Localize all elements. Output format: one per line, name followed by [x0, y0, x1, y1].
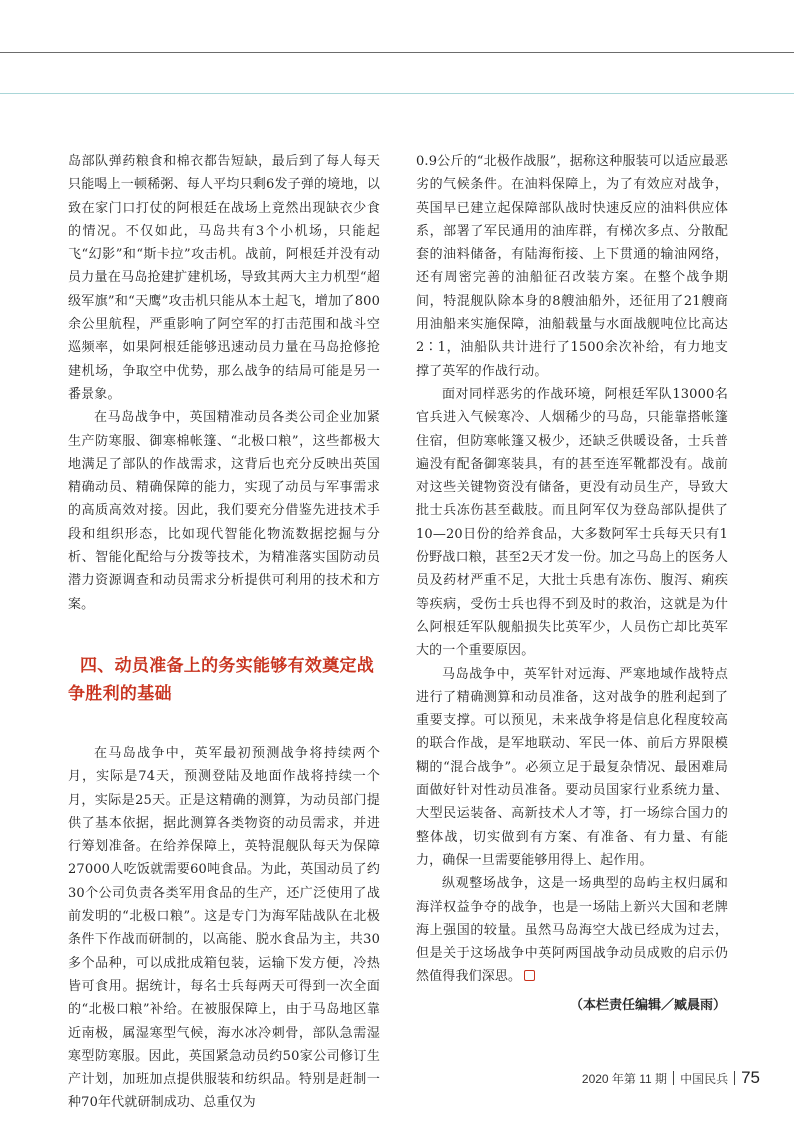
- body-paragraph: 0.9公斤的“北极作战服”，据称这种服装可以适应最恶劣的气候条件。在油料保障上，为了有效应对战争，英国早已建立起保障部队战时快速反应的油料供应体系，部署了军民通用的油库群，有梯次多点、分散配套的油料储备，有陆海衔接、上下贯通的输油网络，还有周密完善的油船征召改装方案。在整个战争期间，特混舰队除本身的8艘油船外，还征用了21艘商用油船来实施保障，油船载量与水面战舰吨位比高达2∶1，油船队共计进行了1500余次补给，有力地支撑了英军的作战行动。: [416, 154, 728, 379]
- footer-divider: [673, 1071, 674, 1085]
- closing-paragraph: [416, 872, 728, 988]
- issue-label: 2020 年第 11 期: [581, 1071, 668, 1086]
- body-paragraph: 岛部队弹药粮食和棉衣都告短缺，最后到了每人每天只能喝上一顿稀粥、每人平均只剩6发子弹的境地，以致在家门口打仗的阿根廷在战场上竟然出现缺衣少食的情况。不仅如此，马岛共有3个小机场，只能起飞“幻影”和“斯卡拉”攻击机。战前，阿根廷并没有动员力量在马岛抢建扩建机场，导致其两大主力机型“超级军旗”和“天鹰”攻击机只能从本土起飞，增加了800余公里航程，严重影响了阿空军的打击范围和战斗空巡频率，如果阿根廷能够迅速动员力量在马岛抢修抢建机场，争取空中优势，那么战争的结局可能是另一番景象。: [68, 154, 380, 402]
- body-paragraph: 在马岛战争中，英军最初预测战争将持续两个月，实际是74天，预测登陆及地面作战将持续一个月，实际是25天。正是这精确的测算，为动员部门提供了基本依据，据此测算各类物资的动员需求，并进行筹划准备。在给养保障上，英特混舰队每天为保障27000人吃饭就需要60吨食品。为此，英国动员了约30个公司负责各类军用食品的生产，还广泛使用了战前发明的“北极口粮”。这是专门为海军陆战队在北极条件下作战而研制的，以高能、脱水食品为主，共30多个品种，可以成批成箱包装，运输下发方便，冷热皆可食用。据统计，每名士兵每两天可得到一次全面的“北极口粮”补给。在被服保障上，由于马岛地区靠近南极，属湿寒型气候，海水冰冷刺骨，部队急需湿寒型防寒服。因此，英国紧急动员约50家公司修订生产计划，加班加点提供服装和纺织品。特别是赶制一种70年代就研制成功、总重仅为: [68, 745, 380, 1111]
- closing-paragraph-text: 纵观整场战争，这是一场典型的岛屿主权归属和海洋权益争夺的战争，也是一场陆上新兴大国和老牌海上强国的较量。虽然马岛海空大战已经成为过去，但是关于这场战争中英阿两国战争动员成败的启示仍然值得我们深思。: [416, 876, 728, 985]
- section-heading: 四、动员准备上的务实能够有效奠定战争胜利的基础: [68, 655, 375, 704]
- body-paragraph: 马岛战争中，英军针对远海、严寒地域作战特点进行了精确测算和动员准备，这对战争的胜利起到了重要支撑。可以预见，未来战争将是信息化程度较高的联合作战，是军地联动、军民一体、前后方界限模糊的“混合战争”。必须立足于最复杂情况、最困难局面做好针对性动员准备。要动员国家行业系统力量、大型民运装备、高新技术人才等，打一场综合国力的整体战，切实做到有方案、有准备、有力量、有能力，确保一旦需要能够用得上、起作用。: [416, 666, 728, 868]
- right-column: [416, 150, 728, 1017]
- body-paragraph: 在马岛战争中，英国精准动员各类公司企业加紧生产防寒服、御寒棉帐篷、“北极口粮”，这些都极大地满足了部队的作战需求，这背后也充分反映出英国精确动员、精确保障的能力，实现了动员与军事需求的高质高效对接。因此，我们要充分借鉴先进技术手段和组织形态，比如现代智能化物流数据挖掘与分析、智能化配给与分拨等技术，为精准落实国防动员潜力资源调查和动员需求分析提供可利用的技术和方案。: [68, 410, 380, 612]
- page-number: 75: [741, 1068, 760, 1087]
- page-footer: [582, 1068, 760, 1088]
- article-end-icon: [524, 970, 535, 981]
- header-accent-rule: [0, 93, 794, 94]
- magazine-name: 中国民兵: [680, 1071, 729, 1086]
- body-paragraph: 面对同样恶劣的作战环境，阿根廷军队13000名官兵进入气候寒冷、人烟稀少的马岛，只能靠搭帐篷住宿，但防寒帐篷又极少，还缺乏供暖设备，士兵普遍没有配备御寒装具，有的甚至连军靴都没有。战前对这些关键物资没有储备，更没有动员生产，导致大批士兵冻伤甚至截肢。而且阿军仅为登岛部队提供了10—20日份的给养食品，大多数阿军士兵每天只有1份野战口粮，甚至2天才发一份。加之马岛上的医务人员及药材严重不足，大批士兵患有冻伤、腹泻、痢疾等疾病，受伤士兵也得不到及时的救治，这就是为什么阿根廷军队舰船损失比英军少，人员伤亡却比英军大的一个重要原因。: [416, 386, 728, 659]
- editor-credit: （本栏责任编辑／臧晨雨）: [569, 997, 726, 1013]
- left-column: [68, 150, 380, 1115]
- header-rule: [0, 52, 794, 53]
- footer-divider: [734, 1071, 735, 1085]
